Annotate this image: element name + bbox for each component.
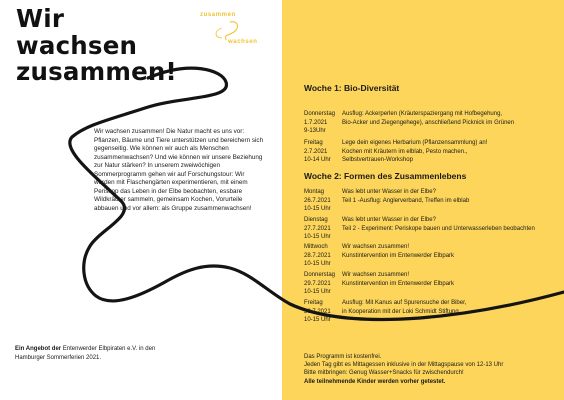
entry-date: [304, 271, 344, 297]
entry-date: [304, 188, 344, 214]
entry-day: Dienstag: [304, 217, 328, 223]
headline-line-1: Wir: [16, 4, 65, 33]
entry-time: 10-15 Uhr: [304, 206, 331, 213]
footer-info: [304, 353, 554, 386]
offer-note-bold: Ein Angebot der: [15, 346, 62, 352]
entry-day: Freitag: [304, 140, 323, 146]
footer-bold-line: Alle teilnehmende Kinder werden vorher getestet.: [304, 378, 446, 385]
entry-desc-line: Was lebt unter Wasser in der Elbe?: [342, 217, 436, 223]
entry-desc-line: Teil 1 -Ausflug: Anglerverband, Treffen im elblab: [342, 197, 470, 204]
logo-swirl-icon: [200, 12, 272, 52]
entry-date-value: 1.7.2021: [304, 119, 328, 126]
entry-date-value: 26.7.2021: [304, 197, 331, 204]
headline: [16, 6, 216, 86]
entry-time: 10-15 Uhr: [304, 289, 331, 296]
entry-desc-line: Lege dein eigenes Herbarium (Pflanzensammlung) an!: [342, 140, 488, 146]
entry-desc-line: Wir wachsen zusammen!: [342, 272, 410, 278]
entry-time: 10-15 Uhr: [304, 317, 331, 324]
entry-description: [342, 299, 564, 316]
entry-desc-line: in Kooperation mit der Loki Schmidt Stiftung: [342, 308, 459, 315]
footer-line: Jeden Tag gibt es Mittagessen inklusive in der Mittagspause von 12-13 Uhr: [304, 362, 504, 369]
logo-text-top: zusammen: [200, 12, 236, 18]
entry-day: Donnerstag: [304, 111, 336, 117]
intro-paragraph: Wir wachsen zusammen! Die Natur macht es uns vor: Pflanzen, Bäume und Tiere unterstützen und bereichern sich gegenseitig. Wie können wir auch als Menschen zusammenwachsen? Und wie können wir unsere Beziehung zur Natur stärken? In unserem zweiwöchigen Sommerprogramm gehen wir auf Forschungstour: Wir werden mit Flaschengärten experimentieren, mit einem Periskop das Leben in der Elbe beobachten, essbare Wildkräuter sammeln, gemeinsam Kochen, Vorurteile abbauen und vor allem: als Gruppe zusammenwachsen!: [94, 128, 264, 212]
entry-description: [342, 243, 564, 260]
entry-desc-line: Was lebt unter Wasser in der Elbe?: [342, 189, 436, 195]
entry-date: [304, 216, 344, 242]
entry-date: [304, 110, 344, 136]
footer-line: Das Programm ist kostenfrei.: [304, 354, 382, 360]
entry-description: [342, 271, 564, 288]
entry-desc-line: Ausflug: Ackerperlen (Kräuterspaziergang mit Hofbegehung,: [342, 111, 503, 117]
logo-text-bottom: wachsen: [228, 39, 258, 45]
entry-description: [342, 216, 564, 233]
entry-desc-line: Ausflug: Mit Kanus auf Spurensuche der Biber,: [342, 300, 467, 306]
entry-time: 10-14 Uhr: [304, 157, 331, 164]
entry-description: [342, 188, 564, 205]
entry-desc-line: Bio-Acker und Ziegengehege), anschließend Picknick im Grünen: [342, 119, 515, 126]
entry-desc-line: Kochen mit Kräutern im elblab, Pesto machen.,: [342, 148, 468, 155]
entry-date: [304, 243, 344, 269]
headline-line-3: zusammen!: [16, 57, 177, 86]
entry-desc-line: Kunstintervention im Entenwerder Elbpark: [342, 252, 455, 259]
week-2-title: Woche 2: Formen des Zusammenlebens: [304, 171, 467, 181]
entry-day: Freitag: [304, 300, 323, 306]
entry-description: [342, 139, 564, 165]
entry-date-value: 28.7.2021: [304, 252, 331, 259]
entry-time: 10-15 Uhr: [304, 234, 331, 241]
week-1-title: Woche 1: Bio-Diversität: [304, 83, 400, 93]
offer-note: [15, 345, 185, 362]
entry-time: 10-15 Uhr: [304, 261, 331, 268]
entry-desc-line: Teil 2 - Experiment: Periskope bauen und Unterwasserleben beobachten: [342, 225, 535, 232]
offer-note-text: Entenwerder Elbpiraten e.V. in den Hamburger Sommerferien 2021.: [15, 346, 156, 361]
entry-date: [304, 299, 344, 325]
entry-day: Montag: [304, 189, 325, 195]
entry-desc-line: Wir wachsen zusammen!: [342, 244, 410, 250]
footer-line: Bitte mitbringen: Genug Wasser+Snacks für zwischendurch!: [304, 370, 464, 377]
entry-date-value: 2.7.2021: [304, 148, 328, 155]
entry-day: Mittwoch: [304, 244, 328, 250]
entry-date-value: 30.7.2021: [304, 308, 331, 315]
entry-time: 9-13Uhr: [304, 128, 326, 135]
entry-date: [304, 139, 344, 165]
headline-line-2: wachsen: [16, 30, 138, 60]
entry-desc-line: Kunstintervention im Entenwerder Elbpark: [342, 280, 455, 287]
entry-day: Donnerstag: [304, 272, 336, 278]
entry-date-value: 27.7.2021: [304, 225, 331, 232]
entry-desc-line: Selbstvertrauen-Workshop: [342, 157, 413, 164]
entry-description: [342, 110, 564, 127]
entry-date-value: 29.7.2021: [304, 280, 331, 287]
logo: [200, 12, 272, 52]
